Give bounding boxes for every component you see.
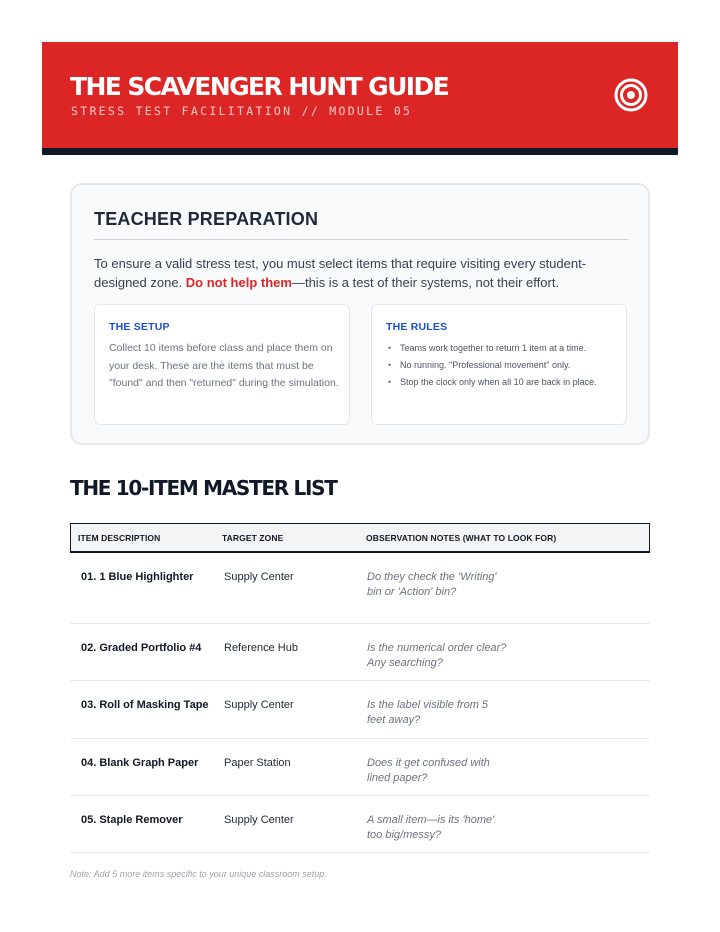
divider (94, 239, 628, 240)
bullet-icon: • (388, 377, 392, 387)
table-row (70, 553, 650, 624)
rules-card (371, 304, 627, 425)
observation-notes: Is the numerical order clear? Any searching? (367, 642, 507, 669)
observation-notes: A small item—is its 'home' too big/messy? (367, 814, 495, 841)
setup-title: THE SETUP (109, 321, 170, 333)
footnote: Note: Add 5 more items specific to your unique classroom setup. (70, 869, 327, 879)
table-row (70, 739, 650, 796)
prep-title: TEACHER PREPARATION (94, 209, 319, 229)
teacher-preparation-panel (70, 183, 650, 445)
bullet-icon: • (388, 343, 392, 353)
item-description: 01. 1 Blue Highlighter (81, 571, 194, 583)
page-subtitle: STRESS TEST FACILITATION // MODULE 05 (71, 104, 413, 118)
item-description: 02. Graded Portfolio #4 (81, 642, 202, 654)
rule-item (386, 340, 622, 357)
target-zone: Reference Hub (224, 642, 298, 654)
master-list-table (70, 553, 650, 853)
rule-item (386, 357, 622, 374)
item-description: 03. Roll of Masking Tape (81, 699, 209, 711)
observation-notes: Do they check the 'Writing' bin or 'Action' bin? (367, 571, 497, 598)
master-list-title: THE 10-ITEM MASTER LIST (70, 476, 337, 500)
table-row (70, 681, 650, 739)
column-header-notes: OBSERVATION NOTES (WHAT TO LOOK FOR) (366, 533, 557, 543)
header-banner (42, 42, 678, 155)
rule-text: No running. "Professional movement" only. (400, 360, 571, 370)
page-title: THE SCAVENGER HUNT GUIDE (70, 72, 449, 101)
item-description: 04. Blank Graph Paper (81, 757, 199, 769)
rule-item (386, 374, 622, 391)
rule-text: Teams work together to return 1 item at a time. (400, 343, 587, 353)
target-zone: Supply Center (224, 814, 294, 826)
target-icon (614, 78, 648, 112)
table-header (70, 523, 650, 553)
rule-text: Stop the clock only when all 10 are back in place. (400, 377, 597, 387)
prep-intro-text: To ensure a valid stress test, you must select items that require visiting every student-designed zone. (94, 256, 587, 290)
observation-notes: Does it get confused with lined paper? (367, 757, 490, 784)
rules-title: THE RULES (386, 321, 448, 333)
prep-intro (94, 254, 624, 292)
table-row (70, 796, 650, 853)
setup-body: Collect 10 items before class and place them on your desk. These are the items that must be "found" and then "returned" during the simulation. (109, 342, 339, 389)
column-header-item: ITEM DESCRIPTION (78, 533, 161, 543)
setup-card (94, 304, 350, 425)
column-header-zone: TARGET ZONE (222, 533, 284, 543)
table-row (70, 624, 650, 681)
rules-list (386, 340, 622, 391)
prep-warning: Do not help them (185, 275, 292, 290)
observation-notes: Is the label visible from 5 feet away? (367, 699, 489, 726)
target-zone: Supply Center (224, 699, 294, 711)
target-zone: Supply Center (224, 571, 294, 583)
item-description: 05. Staple Remover (81, 814, 183, 826)
target-zone: Paper Station (224, 757, 291, 769)
bullet-icon: • (388, 360, 392, 370)
prep-intro-text-end: —this is a test of their systems, not their effort. (291, 275, 560, 290)
